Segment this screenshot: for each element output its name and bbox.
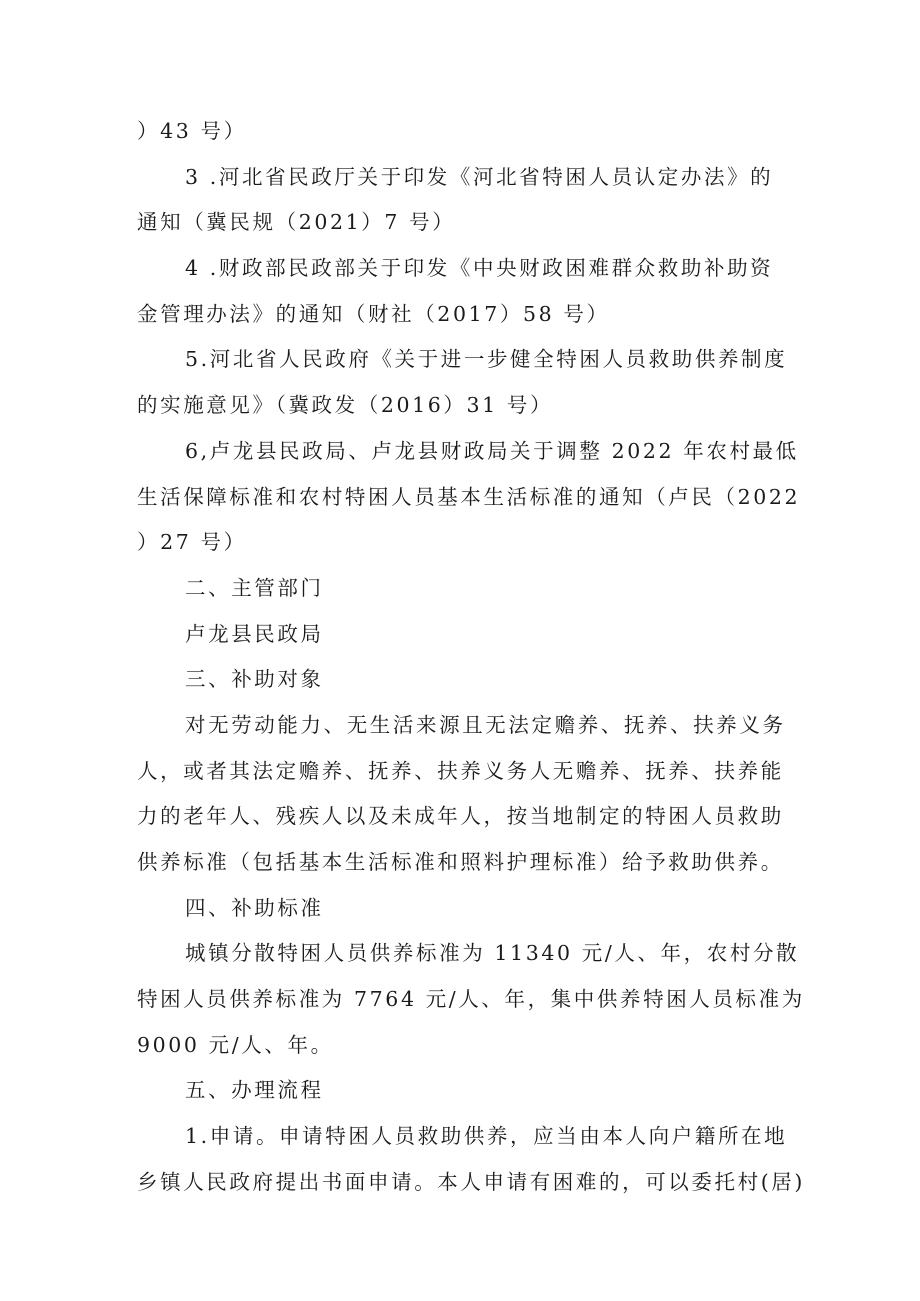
text-line-continuation: 的实施意见》（冀政发（2016）31 号） (137, 393, 554, 418)
paragraph-line: 乡镇人民政府提出书面申请。本人申请有困难的，可以委托村(居) (137, 1169, 805, 1194)
text-line-continuation: 金管理办法》的通知（财社（2017）58 号） (137, 301, 610, 326)
paragraph-line: 人，或者其法定赡养、抚养、扶养义务人无赡养、抚养、扶养能 (137, 758, 784, 783)
text-line-continuation: 通知（冀民规（2021）7 号） (137, 210, 456, 235)
paragraph-line: 供养标准（包括基本生活标准和照料护理标准）给予救助供养。 (137, 850, 784, 874)
text-line-continuation: 生活保障标准和农村特困人员基本生活标准的通知（卢民（2022 (137, 484, 801, 509)
text-line-continuation: ）43 号） (137, 119, 247, 143)
text-line-continuation: ）27 号） (137, 530, 247, 555)
paragraph-line: 城镇分散特困人员供养标准为 11340 元/人、年，农村分散 (185, 941, 800, 966)
reference-item-3: 3 .河北省民政厅关于印发《河北省特困人员认定办法》的 (185, 164, 774, 189)
paragraph-line: 9000 元/人、年。 (137, 1032, 334, 1057)
reference-item-6: 6,卢龙县民政局、卢龙县财政局关于调整 2022 年农村最低 (185, 438, 799, 463)
section-heading-standards: 四、补助标准 (185, 895, 324, 920)
document-page (137, 109, 805, 1206)
paragraph-line: 特困人员供养标准为 7764 元/人、年，集中供养特困人员标准为 (137, 987, 805, 1012)
reference-item-5: 5.河北省人民政府《关于进一步健全特困人员救助供养制度 (185, 347, 788, 372)
reference-item-4: 4 .财政部民政部关于印发《中央财政困难群众救助补助资 (185, 256, 774, 281)
paragraph-line: 对无劳动能力、无生活来源且无法定赡养、抚养、扶养义务 (185, 712, 786, 737)
department-name: 卢龙县民政局 (185, 621, 324, 646)
section-heading-recipients: 三、补助对象 (185, 667, 324, 692)
section-heading-department: 二、主管部门 (185, 575, 324, 600)
section-heading-process: 五、办理流程 (185, 1078, 324, 1103)
paragraph-line: 力的老年人、残疾人以及未成年人，按当地制定的特困人员救助 (137, 804, 784, 829)
paragraph-line: 1.申请。申请特困人员救助供养，应当由本人向户籍所在地 (185, 1124, 788, 1149)
